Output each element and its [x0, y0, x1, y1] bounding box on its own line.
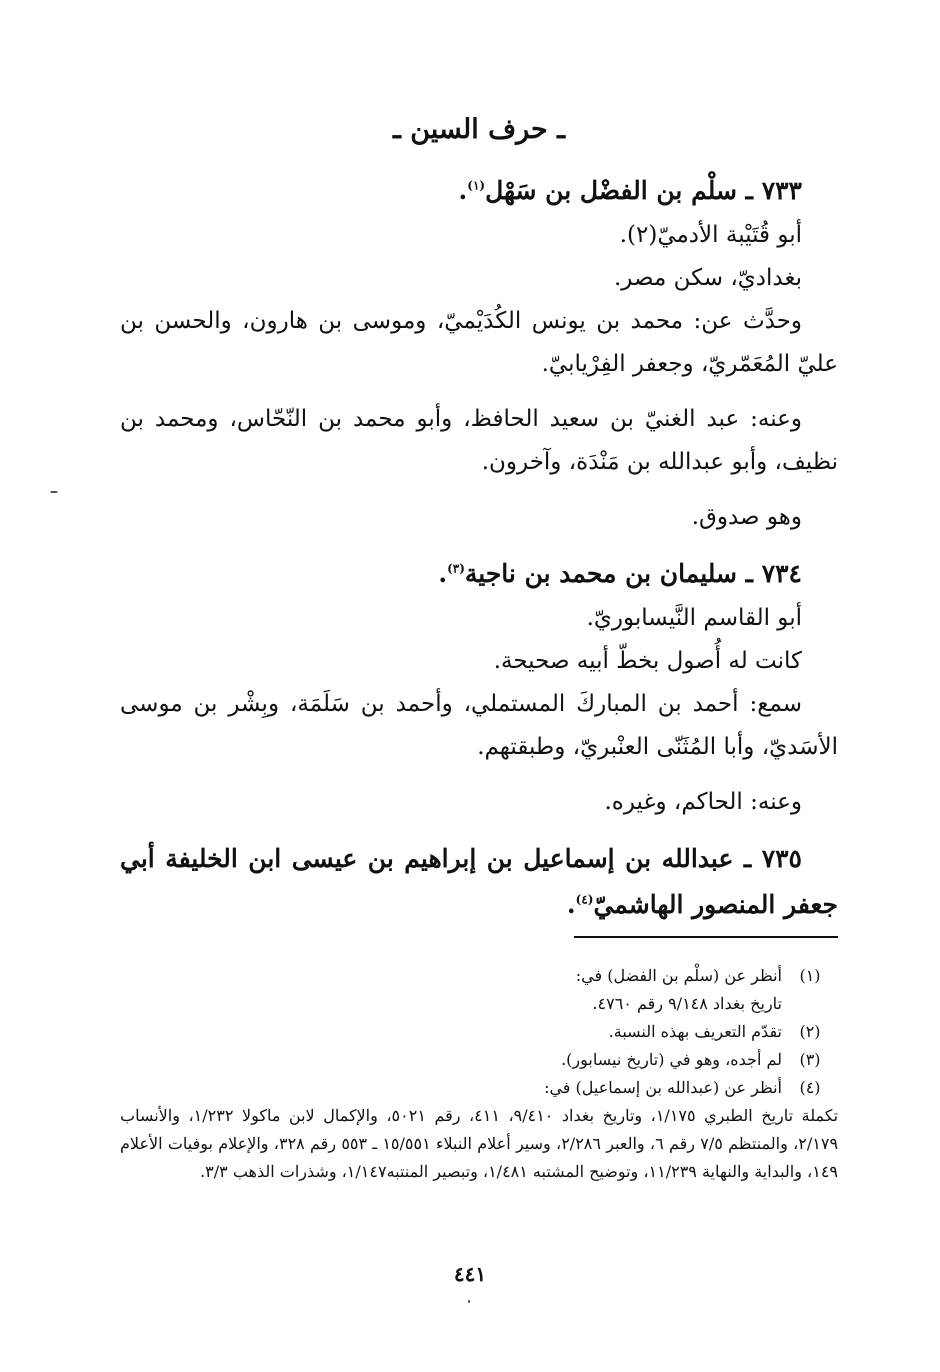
entry-line: وهو صدوق.: [691, 504, 802, 530]
footnote-item: [120, 1018, 838, 1046]
footnote-item: [120, 1046, 838, 1074]
footnote-item: [120, 990, 838, 1018]
entry-title-end: .: [438, 559, 448, 588]
entry-title-734: [120, 551, 838, 597]
footnote-number: (٣): [799, 1050, 821, 1069]
footnote-text: تقدّم التعريف بهذه النسبة.: [608, 1022, 782, 1041]
entry-line: وعنه: عبد الغنيّ بن سعيد الحافظ، وأبو محمد بن النّحّاس، ومحمد بن نظيف، وأبو عبدالله بن مَنْدَة، وآخرون.: [120, 406, 838, 475]
footnote-divider: [574, 936, 838, 938]
entry-title-text: ٧٣٥ ـ عبدالله بن إسماعيل بن إبراهيم بن عيسى ابن الخليفة أبي جعفر المنصور الهاشميّ: [120, 844, 838, 919]
entry-line: كانت له أُصول بخطّ أبيه صحيحة.: [493, 648, 802, 674]
entry-line: وحدَّث عن: محمد بن يونس الكُدَيْميّ، وموسى بن هارون، والحسن بن عليّ المُعَمّريّ، وجعفر الفِرْيابيّ.: [120, 308, 838, 377]
footnote-text: أنظر عن (عبدالله بن إسماعيل) في:: [544, 1078, 782, 1097]
footnote-sources: تكملة تاريخ الطبري ١/١٧٥، وتاريخ بغداد ٩/٤١٠، ٤١١، رقم ٥٠٢١، والإكمال لابن ماكولا ١/٢٣٢، والأنساب ٢/١٧٩، والمنتظم ٧/٥ رقم ٦، والعبر ٢/٢٨٦، وسير أعلام النبلاء ١٥/٥٥١ ـ ٥٥٣ رقم ٣٢٨، والإعلام بوفيات الأعلام ١٤٩، والبداية والنهاية ١١/٢٣٩، وتوضيح المشتبه ١/٤٨١، وتبصير المنتبه١/١٤٧، وشذرات الذهب ٣/٣.: [120, 1106, 839, 1181]
entry-title-end: .: [458, 176, 468, 205]
footnote-text: أنظر عن (سلْم بن الفضل) في:: [575, 966, 782, 985]
page-number: ٤٤١: [453, 1262, 487, 1286]
entry-title-end: .: [566, 890, 576, 919]
entry-line: بغداديّ، سكن مصر.: [614, 265, 802, 291]
entry-title-735: [120, 836, 838, 928]
entry-title-733: [120, 168, 838, 214]
footnote-ref: (٣): [447, 561, 465, 576]
entry-title-text: ٧٣٤ ـ سليمان بن محمد بن ناجية: [464, 559, 802, 588]
footnote-ref: (٤): [575, 892, 594, 907]
footnote-ref: (١): [467, 178, 486, 193]
footnote-text: لم أجده، وهو في (تاريخ نيسابور).: [561, 1050, 782, 1069]
entry-title-text: ٧٣٣ ـ سلْم بن الفضْل بن سَهْل: [485, 176, 802, 205]
footnote-item: [120, 962, 838, 990]
main-text: [120, 110, 838, 928]
footnote-number: (١): [799, 966, 821, 985]
entry-line: أبو القاسم النَّيسابوريّ.: [586, 605, 802, 631]
footnote-number: (٤): [799, 1078, 821, 1097]
footnotes: [120, 962, 838, 1186]
entry-line: أبو قُتَيْبة الأدميّ(٢).: [619, 222, 802, 248]
chapter-title: ـ حرف السين ـ: [392, 114, 566, 145]
scan-speck: [50, 491, 58, 493]
footnote-number: [782, 990, 838, 1018]
footnote-item: [120, 1074, 838, 1102]
scan-speck: [468, 1300, 470, 1303]
entry-line: وعنه: الحاكم، وغيره.: [604, 789, 802, 815]
footnote-number: (٢): [799, 1022, 821, 1041]
footnote-text: تاريخ بغداد ٩/١٤٨ رقم ٤٧٦٠.: [592, 994, 782, 1013]
entry-line: سمع: أحمد بن المباركَ المستملي، وأحمد بن سَلَمَة، وبِشْر بن موسى الأسَديّ، وأبا المُثَنّى العنْبريّ، وطبقتهم.: [120, 691, 838, 760]
